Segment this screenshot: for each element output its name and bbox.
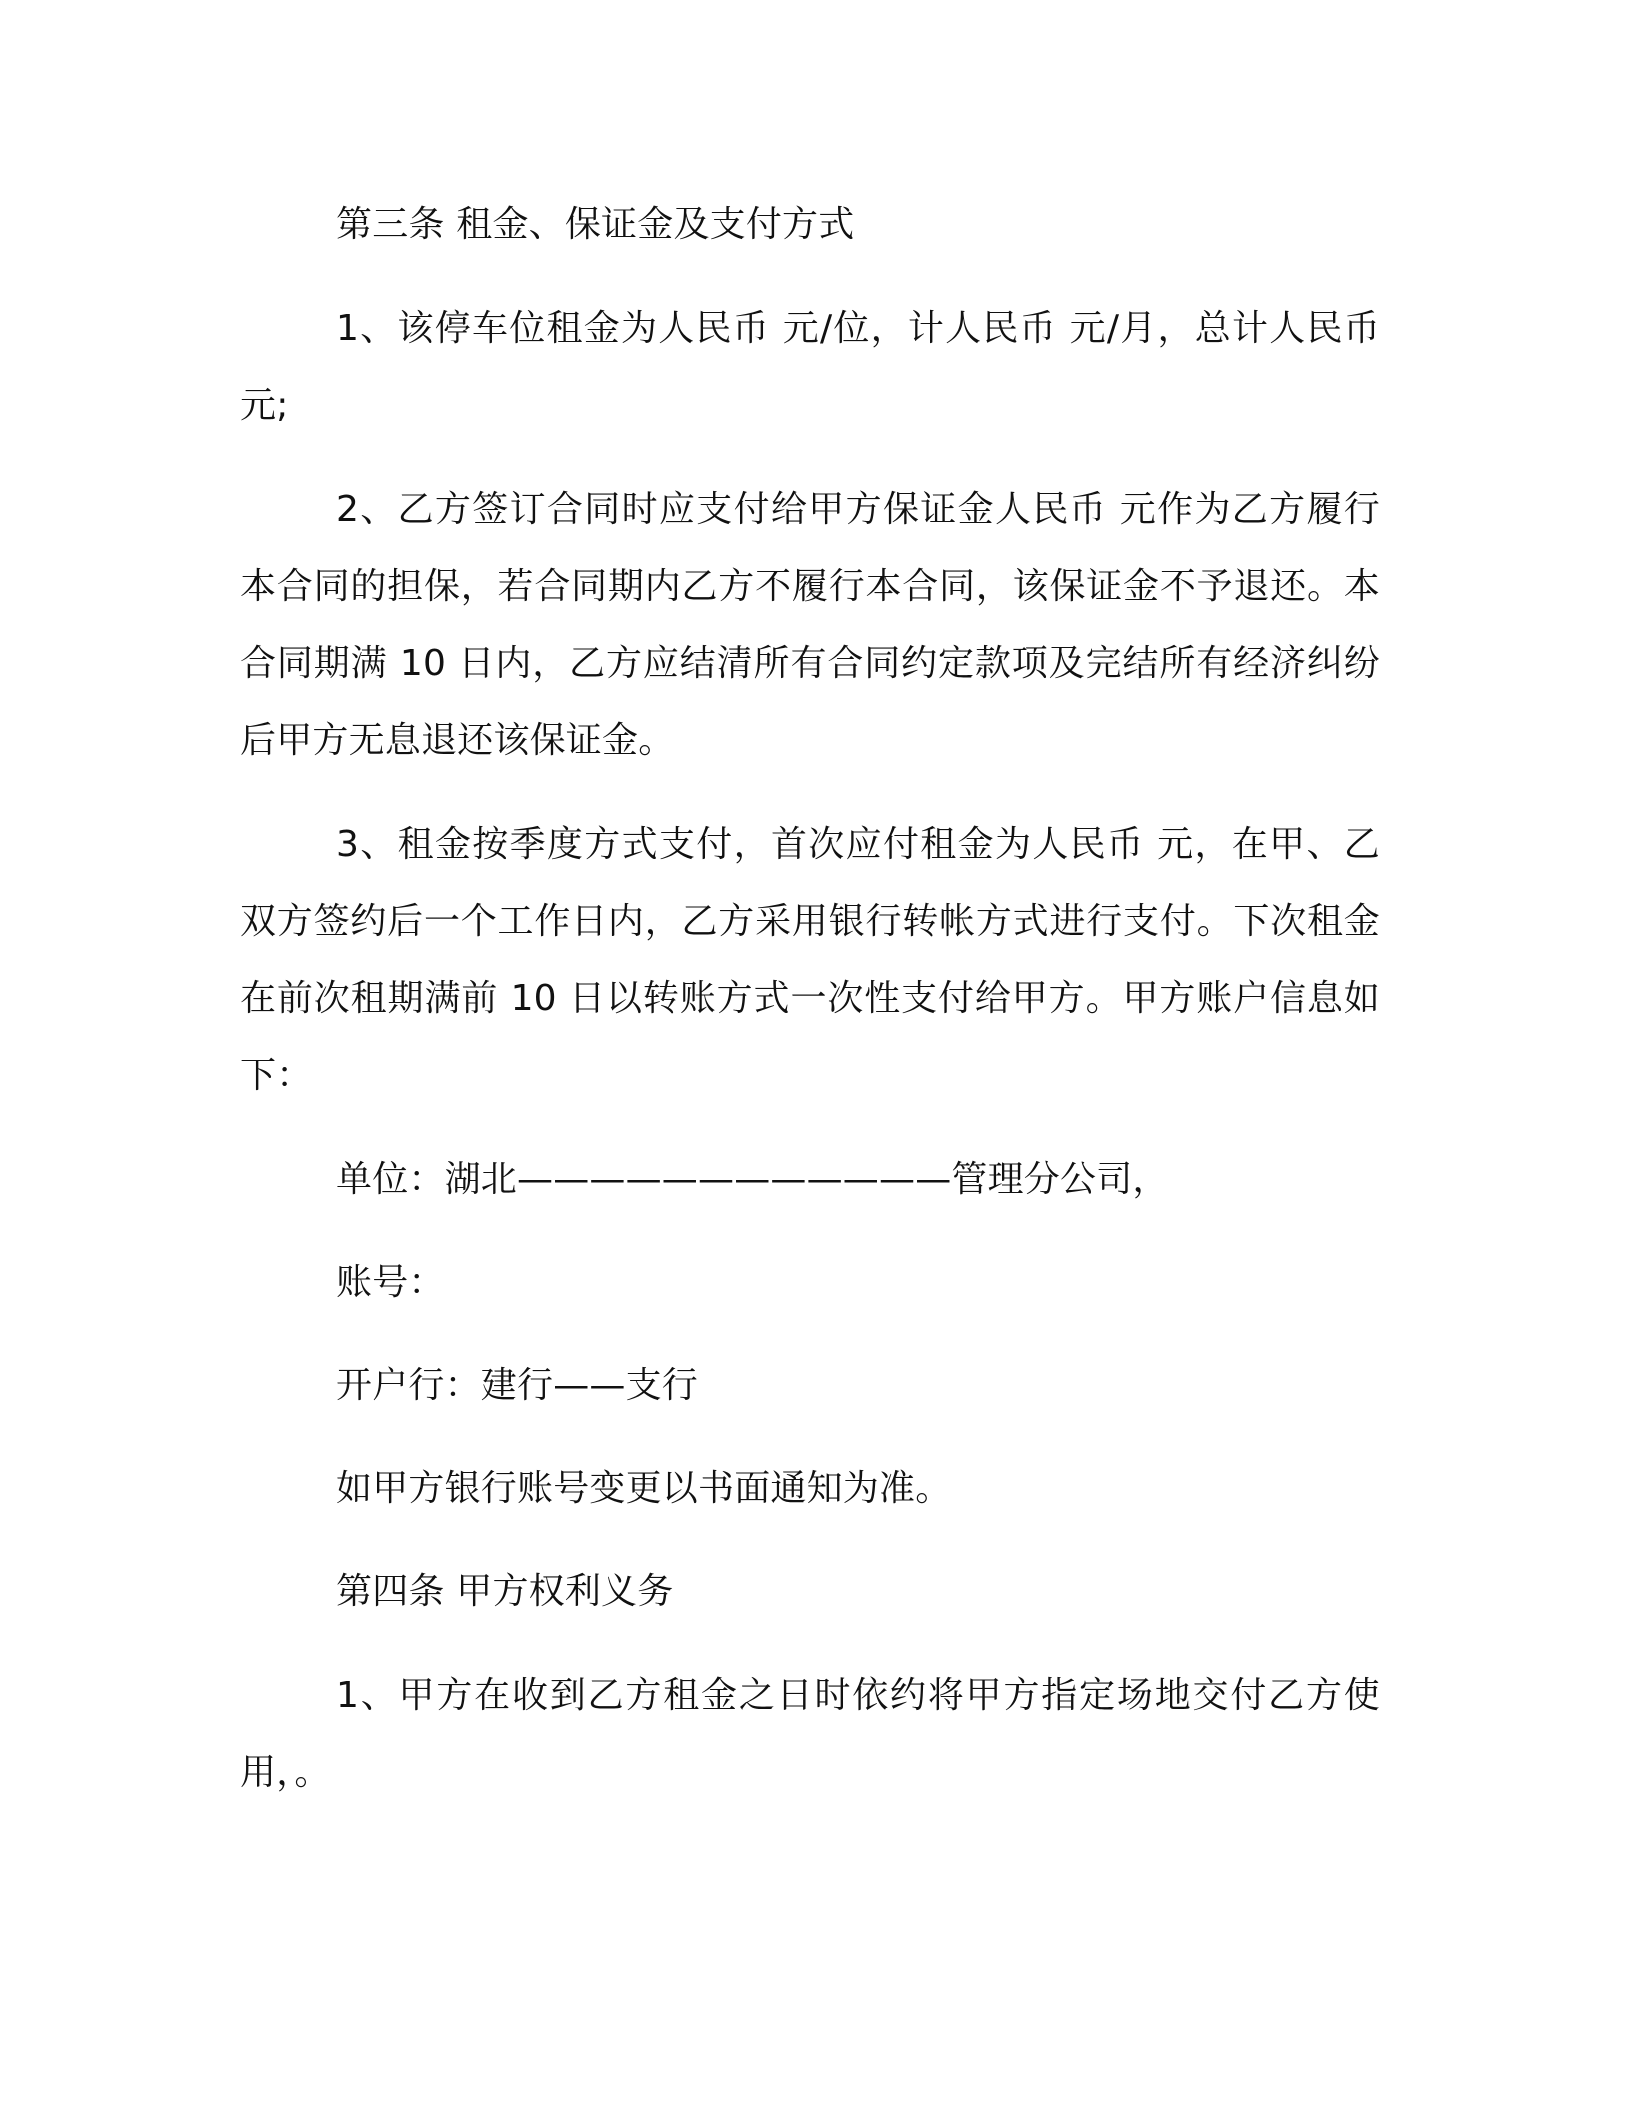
article-3-clause-1: 1、该停车位租金为人民币 元/位，计人民币 元/月，总计人民币元; [240, 308, 1380, 426]
article-3-clause-2: 2、乙方签订合同时应支付给甲方保证金人民币 元作为乙方履行本合同的担保，若合同期内乙方不履行本合同，该保证金不予退还。本合同期满 10 日内，乙方应结清所有合同约定款项及完结所有经济纠纷后甲方无息退还该保证金。 [240, 489, 1380, 761]
document-body [240, 186, 1380, 1811]
account-unit: 单位：湖北————————————管理分公司， [336, 1159, 1169, 1200]
article-4-clause-1: 1、甲方在收到乙方租金之日时依约将甲方指定场地交付乙方使用，。 [240, 1675, 1380, 1793]
article-3-heading: 第三条 租金、保证金及支付方式 [336, 204, 855, 245]
account-number: 账号： [336, 1262, 445, 1303]
account-bank: 开户行：建行——支行 [336, 1365, 699, 1406]
account-change-note: 如甲方银行账号变更以书面通知为准。 [336, 1468, 952, 1509]
article-3-clause-3: 3、租金按季度方式支付，首次应付租金为人民币 元，在甲、乙双方签约后一个工作日内，乙方采用银行转帐方式进行支付。下次租金在前次租期满前 10 日以转账方式一次性支付给甲方。甲方账户信息如下： [240, 824, 1380, 1096]
article-4-heading: 第四条 甲方权利义务 [336, 1571, 674, 1612]
